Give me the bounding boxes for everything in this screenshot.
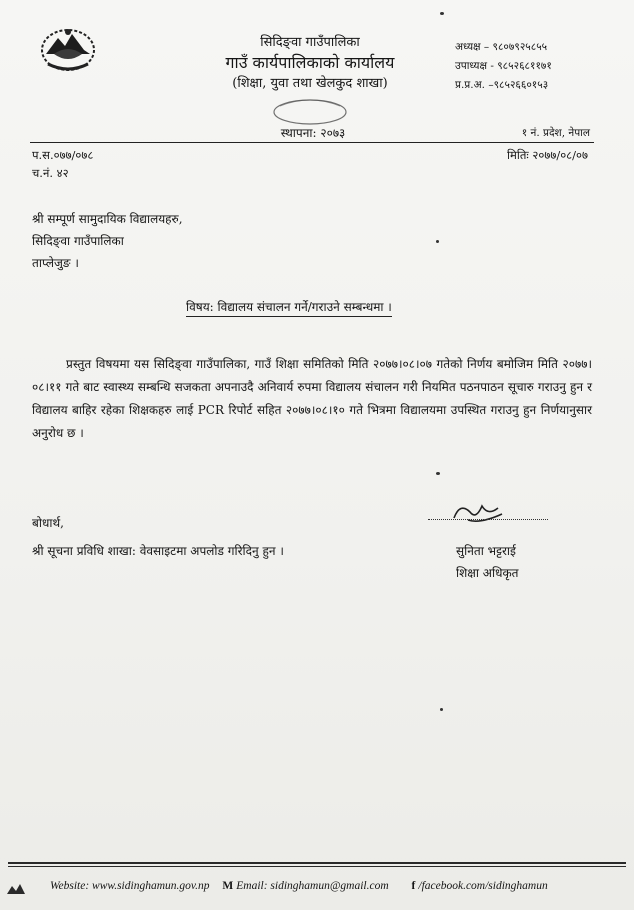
signatory-name: सुनिता भट्टराई [456,544,516,558]
phone-vice-chair: उपाध्यक्ष - ९८५२६८११७१ [455,60,552,72]
cc-heading: बोधार्थ, [32,516,64,530]
phone-chair: अध्यक्ष – ९८०७९२५८५५ [455,41,548,53]
signature-mark [448,498,508,528]
letter-date: मितिः २०७७/०८/०७ [507,148,588,162]
cc-line: श्री सूचना प्रविधि शाखा: वेवसाइटमा अपलोड गरिदिनु हुन । [32,544,284,558]
header-divider [30,142,594,143]
chalani-number: च.नं. ४२ [32,166,69,180]
nepal-emblem-icon [38,24,98,72]
province-label: १ नं. प्रदेश, नेपाल [521,127,590,139]
footer-divider [8,862,626,864]
patra-sankhya: प.स.०७७/०७८ [32,148,94,162]
scan-speck [436,240,439,243]
phone-cao: प्र.प्र.अ. –९८५२६६०१५३ [455,79,549,91]
footer-contacts [50,880,568,892]
established-year: स्थापना: २०७३ [280,126,346,140]
signature-line [428,519,548,520]
footer-divider-thin [8,866,626,867]
section-name: (शिक्षा, युवा तथा खेलकुद शाखा) [232,76,388,91]
signatory-title: शिक्षा अधिकृत [456,566,519,580]
letter-body: प्रस्तुत विषयमा यस सिदिङ्वा गाउँपालिका, गाउँ शिक्षा समितिको मिति २०७७।०८।०७ गतेको निर्णय बमोजिम मिति २०७७।०८।११ गते बाट स्वास्थ्य सम्बन्धि सजकता अपनाउदै अनिवार्य रुपमा विद्यालय संचालन गरी नियमित पठनपाठन सूचारु गराउनु हुन र विद्यालय बाहिर रहेका शिक्षकहरु लाई PCR रिपोर्ट सहित २०७७।०८।१० गते भित्रमा विद्यालयमा उपस्थित गराउनु हुन निर्णयानुसार अनुरोध छ । [32,357,592,440]
addressee-line: सिदिङ्वा गाउँपालिका [32,234,124,248]
office-name: गाउँ कार्यपालिकाको कार्यालय [225,53,395,72]
reference-block [32,146,93,182]
footer-facebook[interactable]: f /facebook.com/sidinghamun [411,880,548,892]
municipality-name: सिदिङ्वा गाउँपालिका [260,35,360,50]
scan-speck [436,472,440,475]
phone-list [455,38,552,95]
addressee-line: श्री सम्पूर्ण सामुदायिक विद्यालयहरु, [32,212,183,226]
subject-line: विषय: विद्यालय संचालन गर्ने/गराउने सम्बन्धमा । [186,298,392,317]
facebook-icon: f [411,880,416,892]
gmail-icon: M [222,880,234,892]
addressee-line: ताप्लेजुङ । [32,256,79,270]
scan-speck [440,12,444,15]
footer-logo-icon [6,882,26,896]
addressee-block [32,208,183,274]
footer-email[interactable]: M Email: sidinghamun@gmail.com [222,880,389,892]
signatory-block [456,540,519,584]
footer-website[interactable]: Website: www.sidinghamun.gov.np [50,880,210,892]
letterhead [180,34,440,93]
scan-speck [440,708,443,711]
